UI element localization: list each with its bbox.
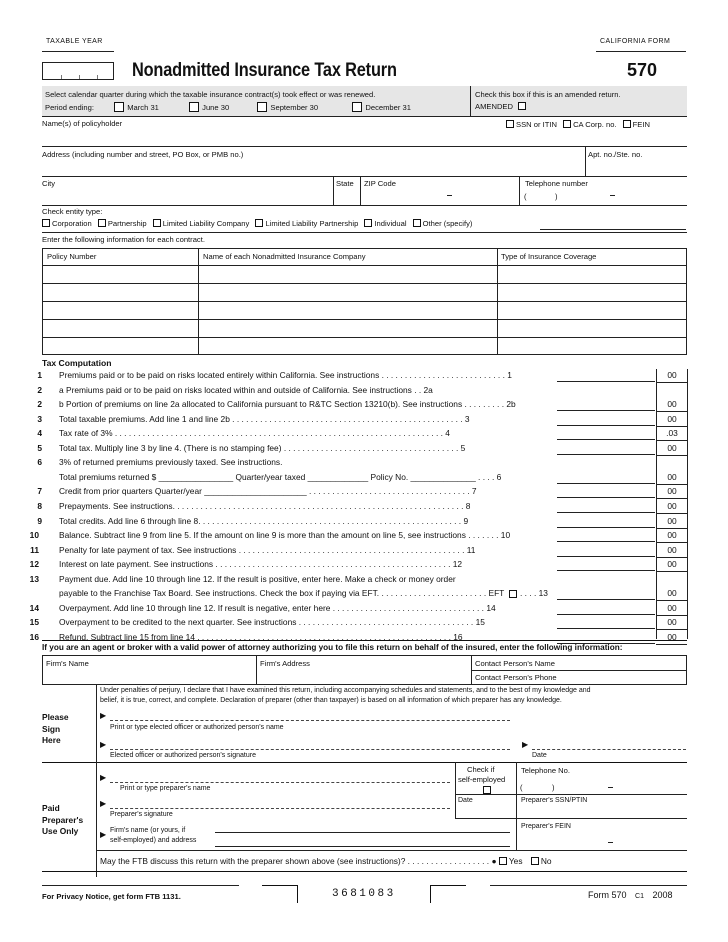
fein-label: FEIN	[632, 120, 650, 129]
discuss-no-label: No	[540, 856, 552, 866]
line-number: 3	[37, 414, 42, 424]
cents-rule	[656, 600, 687, 601]
preparer-fein-dash	[608, 842, 613, 843]
entity-rule	[42, 232, 687, 233]
city-label: City	[42, 179, 56, 188]
line-number: 4	[37, 428, 42, 438]
amended-instruction: Check this box if this is an amended return.	[475, 90, 621, 99]
line-number: 10	[29, 530, 39, 540]
check-if-label: Check if	[467, 765, 495, 774]
cents-rule	[656, 426, 687, 427]
quarter-december-checkbox[interactable]	[352, 102, 362, 112]
please-label: Please	[42, 712, 69, 722]
zip-label: ZIP Code	[364, 179, 396, 188]
preparer-bottom-rule	[42, 871, 687, 872]
discuss-no-checkbox[interactable]	[531, 857, 539, 865]
paid-label: Paid	[42, 803, 60, 813]
contract-row[interactable]	[42, 301, 687, 319]
line-number: 2	[37, 385, 42, 395]
form-title: Nonadmitted Insurance Tax Return	[132, 60, 397, 81]
quarter-june-label: June 30	[202, 103, 230, 112]
quarter-september-label: September 30	[270, 103, 319, 112]
amount-input[interactable]	[557, 588, 655, 600]
amended-row	[475, 102, 528, 111]
line-number: 15	[29, 617, 39, 627]
id-type-row	[506, 120, 650, 129]
state-input[interactable]	[334, 189, 360, 205]
entity-individual-checkbox[interactable]	[364, 219, 372, 227]
contract-row[interactable]	[42, 265, 687, 283]
agent-top-rule	[42, 640, 687, 641]
officer-date-line[interactable]	[532, 749, 686, 750]
line-description: Balance. Subtract line 9 from line 5. If the amount on line 9 is more than the amount on line 5, see instructions . . . . . . . 10	[59, 530, 511, 540]
line-number: 12	[29, 559, 39, 569]
amount-input[interactable]	[557, 559, 655, 571]
amount-input[interactable]	[557, 370, 655, 382]
agent-contact-rule	[471, 670, 687, 671]
amount-input[interactable]	[557, 516, 655, 528]
quarter-december-label: December 31	[365, 103, 411, 112]
cents-field: .03	[666, 428, 678, 438]
entity-corporation-label: Corporation	[52, 219, 92, 228]
entity-individual-label: Individual	[374, 219, 407, 228]
contract-row[interactable]	[42, 319, 687, 337]
amount-input[interactable]	[557, 443, 655, 455]
header-rule-left	[42, 51, 114, 52]
eft-checkbox[interactable]	[509, 590, 517, 598]
line-number: 16	[29, 632, 39, 642]
entity-corporation-checkbox[interactable]	[42, 219, 50, 227]
officer-name-line[interactable]	[110, 720, 510, 721]
preparers-label: Preparer's	[42, 814, 84, 825]
arrow-icon: ▶	[522, 740, 529, 749]
city-input[interactable]	[42, 189, 332, 205]
line-description: Penalty for late payment of tax. See instructions . . . . . . . . . . . . . . . . . . . . . . . . . . . . . . . . . . . . . . . . . . . . . . . . . 11	[59, 545, 476, 555]
footer-year: 2008	[652, 890, 673, 900]
cents-field: 00	[667, 443, 677, 453]
line-13-tail: . . . . 13	[520, 588, 548, 598]
officer-name-label: Print or type elected officer or authorized person's name	[110, 724, 284, 731]
col-coverage-type: Type of Insurance Coverage	[501, 252, 597, 261]
cents-rule	[656, 498, 687, 499]
cents-field: 00	[667, 617, 677, 627]
preparer-ssn-label: Preparer's SSN/PTIN	[521, 797, 588, 804]
arrow-icon: ▶	[100, 830, 107, 839]
preparer-lower-rule	[96, 850, 687, 851]
here-label: Here	[42, 735, 61, 745]
discuss-yes-checkbox[interactable]	[499, 857, 507, 865]
officer-signature-label: Elected officer or authorized person's signature	[110, 752, 256, 759]
cents-rule	[656, 455, 687, 456]
telephone-label: Telephone number	[525, 179, 588, 188]
zip-input[interactable]	[362, 189, 518, 205]
cents-field: 00	[667, 399, 677, 409]
header-rule-right	[596, 51, 686, 52]
discuss-label: May the FTB discuss this return with the preparer shown above (see instructions)? . . . . . . . . . . . . . . . . . .	[100, 856, 490, 866]
policyholder-label: Name(s) of policyholder	[42, 119, 123, 128]
address-label: Address (including number and street, PO Box, or PMB no.)	[42, 150, 244, 159]
preparer-phone-open: (	[520, 783, 523, 792]
col-policy-number: Policy Number	[47, 252, 97, 261]
footer-form-label: Form 570	[588, 890, 627, 900]
amount-input[interactable]	[557, 472, 655, 484]
preparer-top-rule	[42, 762, 687, 763]
quarter-march-label: March 31	[127, 103, 159, 112]
discuss-row	[100, 856, 552, 866]
footer-rule-left	[42, 885, 239, 886]
quarter-instruction: Select calendar quarter during which the taxable insurance contract(s) took effect or was renewed.	[45, 90, 376, 99]
agent-notice: If you are an agent or broker with a valid power of attorney authorizing you to file this return on behalf of the insured, enter the following information:	[42, 643, 623, 652]
entity-llp-label: Limited Liability Partnership	[265, 219, 359, 228]
preparer-name-line[interactable]	[110, 782, 450, 783]
quarter-march-checkbox[interactable]	[114, 102, 124, 112]
line-description: Payment due. Add line 10 through line 12. If the result is positive, enter here. Make a check or money order	[59, 574, 456, 584]
preparer-info-divider	[516, 762, 517, 818]
line-number: 13	[29, 574, 39, 584]
line-description: Overpayment to be credited to the next quarter. See instructions . . . . . . . . . . . . . . . . . . . . . . . . . . . . . . . . . . . . . . 15	[59, 617, 485, 627]
firm-name-label: Firm's Name	[46, 659, 89, 668]
line-description: a Premiums paid or to be paid on risks located within and outside of California. See instructions . . 2a	[59, 385, 433, 395]
cents-field: 00	[667, 472, 677, 482]
entity-check-label: Check entity type:	[42, 207, 103, 216]
line-description: Total tax. Multiply line 3 by line 4. (There is no stamping fee) . . . . . . . . . . . . . . . . . . . . . . . . . . . . . . . . . . . . . . 5	[59, 443, 466, 453]
entity-llc-checkbox[interactable]	[153, 219, 161, 227]
paid-preparer-label	[42, 803, 83, 838]
preparer-fein-label: Preparer's FEIN	[521, 823, 571, 830]
line-description: b Portion of premiums on line 2a allocated to California pursuant to R&TC Section 13210(b). See instructions . . . . . . . . . 2b	[59, 399, 516, 409]
address-rule	[42, 176, 687, 177]
amount-input[interactable]	[557, 501, 655, 513]
zip-divider	[360, 176, 361, 206]
line-number: 1	[37, 370, 42, 380]
cents-field: 00	[667, 516, 677, 526]
arrow-icon: ▶	[100, 773, 107, 782]
cents-field: 00	[667, 501, 677, 511]
policyholder-rule	[42, 146, 687, 147]
fein-checkbox[interactable]	[623, 120, 631, 128]
self-employed-label: self-employed	[458, 775, 506, 784]
cents-field: 00	[667, 603, 677, 613]
preparer-date-label: Date	[458, 797, 473, 804]
amount-input[interactable]	[557, 428, 655, 440]
footer-rule-right	[490, 885, 687, 886]
cents-rule	[656, 644, 687, 645]
entity-other-specify-line[interactable]	[540, 229, 686, 230]
cents-rule	[656, 542, 687, 543]
cents-field: 00	[667, 559, 677, 569]
cents-field: 00	[667, 414, 677, 424]
use-only-label: Use Only	[42, 826, 79, 836]
scan-mark-left	[262, 885, 298, 903]
scan-mark-right	[430, 885, 466, 903]
entity-llc-label: Limited Liability Company	[162, 219, 250, 228]
amount-column-right	[687, 369, 688, 639]
cents-rule	[656, 557, 687, 558]
discuss-yes-label: Yes	[508, 856, 523, 866]
footer-c1: C1	[635, 893, 644, 900]
arrow-icon: ▶	[100, 740, 107, 749]
firm-name-1-label: Firm's name (or yours, if	[110, 827, 186, 834]
cents-field: 00	[667, 545, 677, 555]
cents-rule	[656, 382, 687, 383]
agent-div-1	[256, 655, 257, 685]
line-description: Total credits. Add line 6 through line 8. . . . . . . . . . . . . . . . . . . . . . . . . . . . . . . . . . . . . . . . . . . . . . . . . . . . . . . . . 9	[59, 516, 469, 526]
line-description: Premiums paid or to be paid on risks located entirely within California. See instructions . . . . . . . . . . . . . . . . . . . . . . . . . . . 1	[59, 370, 512, 380]
cents-rule	[656, 615, 687, 616]
preparer-phone-close: )	[552, 783, 555, 792]
contract-row[interactable]	[42, 337, 687, 355]
amount-input[interactable]	[557, 414, 655, 426]
form-number: 570	[627, 60, 658, 80]
sign-label: Sign	[42, 723, 61, 734]
cents-rule	[656, 440, 687, 441]
enter-info-label: Enter the following information for each contract.	[42, 235, 205, 244]
perjury-line-1: Under penalties of perjury, I declare that I have examined this return, including accompanying schedules and statements, and to the best of my knowledge and	[100, 687, 591, 694]
contact-name-label: Contact Person's Name	[475, 659, 555, 668]
apt-divider	[585, 146, 586, 176]
line-description: Refund. Subtract line 15 from line 14 . . . . . . . . . . . . . . . . . . . . . . . . . . . . . . . . . . . . . . . . . . . . . . . . . . . . . . . 16	[59, 632, 463, 642]
entity-other-checkbox[interactable]	[413, 219, 421, 227]
preparer-name-label: Print or type preparer's name	[120, 785, 211, 792]
amount-input[interactable]	[557, 617, 655, 629]
line-description: Credit from prior quarters Quarter/year ______________________ . . . . . . . . . . . . . . . . . . . . . . . . . . . . . . . . . . . 7	[59, 486, 477, 496]
cents-field: 00	[667, 370, 677, 380]
city-rule	[42, 205, 687, 206]
line-number: 8	[37, 501, 42, 511]
amount-input[interactable]	[557, 530, 655, 542]
cents-field: 00	[667, 632, 677, 642]
state-label: State	[336, 179, 354, 188]
california-form-label: CALIFORNIA FORM	[600, 38, 671, 45]
preparer-phone-dash	[608, 787, 613, 788]
firm-name-line[interactable]	[215, 832, 510, 833]
phone-input[interactable]	[521, 189, 686, 205]
line-number: 2	[37, 399, 42, 409]
preparer-signature-label: Preparer's signature	[110, 811, 173, 818]
contract-row[interactable]	[42, 283, 687, 301]
cents-rule	[656, 411, 687, 412]
cents-field: 00	[667, 486, 677, 496]
entity-types-row	[42, 219, 472, 228]
line-number: 5	[37, 443, 42, 453]
line-number: 7	[37, 486, 42, 496]
identity-top-rule	[42, 116, 687, 117]
phone-paren-close: )	[555, 192, 558, 201]
entity-partnership-checkbox[interactable]	[98, 219, 106, 227]
entity-llp-checkbox[interactable]	[255, 219, 263, 227]
ca-corp-label: CA Corp. no.	[573, 120, 617, 129]
footer-form-row	[588, 890, 673, 900]
ca-corp-checkbox[interactable]	[563, 120, 571, 128]
ssn-label: SSN or ITIN	[516, 120, 557, 129]
period-ending-row	[45, 102, 411, 112]
amount-column-left	[656, 369, 657, 639]
officer-date-label: Date	[532, 752, 547, 759]
firm-name-2-label: self-employed) and address	[110, 837, 197, 844]
contact-phone-label: Contact Person's Phone	[475, 673, 557, 682]
preparer-left-divider	[96, 762, 97, 877]
preparer-fein-divider	[516, 818, 517, 850]
perjury-line-2: belief, it is true, correct, and complete. Declaration of preparer (other than taxpayer) is based on all information of which preparer has any knowledge.	[100, 697, 562, 704]
tax-computation-title: Tax Computation	[42, 358, 112, 368]
line-description: payable to the Franchise Tax Board. See instructions. Check the box if paying via EFT. . . . . . . . . . . . . . . . . . . . . . . . EFT	[59, 588, 505, 598]
amount-input[interactable]	[557, 399, 655, 411]
line-number: 14	[29, 603, 39, 613]
amount-input[interactable]	[557, 545, 655, 557]
line-number: 11	[30, 545, 39, 555]
firm-address-label: Firm's Address	[260, 659, 310, 668]
taxable-year-field[interactable]	[42, 62, 114, 80]
phone-divider	[519, 176, 520, 206]
amount-input[interactable]	[557, 486, 655, 498]
taxable-year-label: TAXABLE YEAR	[46, 38, 103, 45]
please-sign-here	[42, 712, 69, 747]
self-employed-checkbox[interactable]	[483, 786, 491, 794]
preparer-telephone-label: Telephone No.	[521, 766, 570, 775]
privacy-notice: For Privacy Notice, get form FTB 1131.	[42, 892, 181, 901]
line-description: Overpayment. Add line 10 through line 12. If result is negative, enter here . . . . . . . . . . . . . . . . . . . . . . . . . . . . . . . . . 14	[59, 603, 496, 613]
amount-input[interactable]	[557, 603, 655, 615]
address-input[interactable]	[42, 160, 585, 176]
quarter-september-checkbox[interactable]	[257, 102, 267, 112]
line-description: 3% of returned premiums previously taxed. See instructions.	[59, 457, 283, 467]
line-number: 6	[37, 457, 42, 467]
preparer-check-divider	[455, 762, 456, 818]
officer-signature-line[interactable]	[110, 749, 510, 750]
amended-label: AMENDED	[475, 102, 513, 111]
cents-field: 00	[667, 588, 677, 598]
preparer-signature-line[interactable]	[110, 808, 450, 809]
cents-rule	[656, 571, 687, 572]
line-description: Interest on late payment. See instructions . . . . . . . . . . . . . . . . . . . . . . . . . . . . . . . . . . . . . . . . . . . . . . . . . . . 12	[59, 559, 463, 569]
line-description: Prepayments. See instructions. . . . . . . . . . . . . . . . . . . . . . . . . . . . . . . . . . . . . . . . . . . . . . . . . . . . . . . . . . . . . . . 8	[59, 501, 471, 511]
preparer-row-rule	[455, 794, 687, 795]
firm-address-line[interactable]	[215, 846, 510, 847]
arrow-icon: ▶	[100, 711, 107, 720]
line-description: Tax rate of 3% . . . . . . . . . . . . . . . . . . . . . . . . . . . . . . . . . . . . . . . . . . . . . . . . . . . . . . . . . . . . . . . . . . . . . . . 4	[59, 428, 450, 438]
barcode-number: 3681083	[332, 888, 396, 900]
cents-rule	[656, 513, 687, 514]
line-number: 9	[37, 516, 42, 526]
apt-label: Apt. no./Ste. no.	[588, 150, 643, 159]
arrow-icon: ▶	[100, 799, 107, 808]
ssn-checkbox[interactable]	[506, 120, 514, 128]
policyholder-input[interactable]	[42, 130, 687, 146]
cents-rule	[656, 629, 687, 630]
amended-checkbox[interactable]	[518, 102, 526, 110]
phone-paren-open: (	[524, 192, 527, 201]
period-ending-label: Period ending:	[45, 103, 94, 112]
preparer-mid-rule	[455, 818, 687, 819]
quarter-june-checkbox[interactable]	[189, 102, 199, 112]
line-description: Total premiums returned $ ________________ Quarter/year taxed _____________ Policy No. ______________ . . . . 6	[59, 472, 502, 482]
col-company-name: Name of each Nonadmitted Insurance Company	[203, 252, 366, 261]
cents-rule	[656, 484, 687, 485]
cents-field: 00	[667, 530, 677, 540]
sign-left-divider	[96, 685, 97, 768]
quarter-band-divider	[470, 86, 471, 116]
line-description: Total taxable premiums. Add line 1 and line 2b . . . . . . . . . . . . . . . . . . . . . . . . . . . . . . . . . . . . . . . . . . . . . . . . . . 3	[59, 414, 470, 424]
entity-other-label: Other (specify)	[422, 219, 473, 228]
entity-partnership-label: Partnership	[107, 219, 147, 228]
bullet-icon: ●	[491, 856, 497, 866]
cents-rule	[656, 528, 687, 529]
